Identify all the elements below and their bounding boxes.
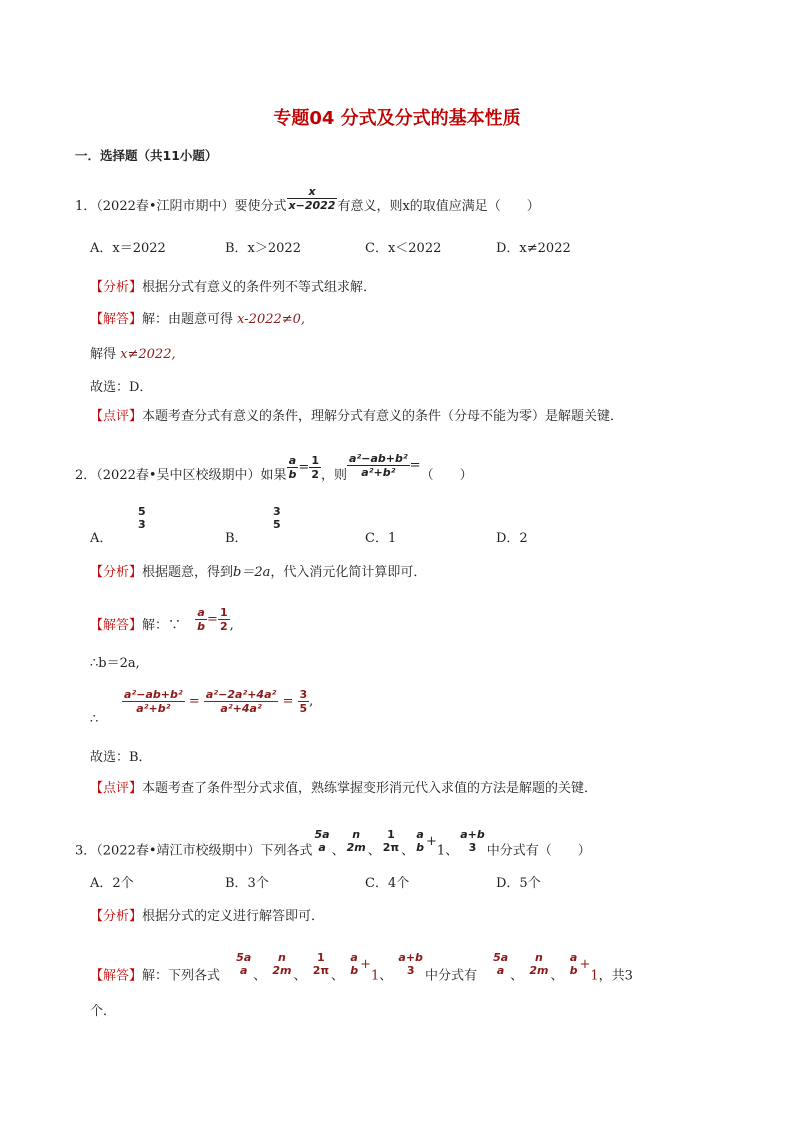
q3-ans-sep1: 、 — [253, 968, 267, 984]
q2-answer-cond — [195, 606, 207, 633]
q3-ans-f1-den: a — [239, 964, 248, 978]
q3-ans-plus1: + — [360, 956, 371, 972]
q3-ans-sep3: 、 — [331, 968, 345, 984]
answer-tag: 【解答】 — [90, 312, 143, 327]
q3-option-a[interactable]: A．2个 — [90, 876, 134, 891]
q3-ans-f4-num: a — [350, 951, 358, 964]
q2-cond-rhs — [309, 454, 321, 481]
q2-cond-den: b — [288, 468, 297, 482]
analysis-tag: 【分析】 — [90, 565, 143, 580]
q3-ans-f2-num: n — [278, 951, 286, 964]
q2-suffix: （ ） — [420, 468, 473, 484]
q3-f4 — [414, 828, 426, 854]
q1-suffix: 有意义，则x的取值应满足（ ） — [337, 199, 540, 215]
q2-optB-den: 5 — [273, 518, 281, 532]
q1-solve-prefix: 解得 — [90, 347, 117, 362]
q1-prefix: 1．（2022春•江阴市期中）要使分式 — [75, 199, 287, 215]
q2-step3-num: 3 — [299, 688, 308, 701]
section-heading: 一．选择题（共11小题） — [75, 148, 218, 163]
q3-f5-num: a+b — [460, 828, 485, 841]
q2-step3 — [298, 688, 310, 715]
q3-ans-f1 — [234, 951, 253, 977]
q2-line2: ∴b＝2a, — [90, 656, 140, 671]
analysis-tag: 【分析】 — [90, 280, 143, 295]
q2-step2-den: a²+4a² — [220, 702, 262, 716]
q3-f3-den: 2π — [382, 841, 400, 855]
q1-fraction — [287, 185, 338, 212]
q3-res-f4-den: b — [569, 964, 578, 978]
q3-res-f1-num: 5a — [493, 951, 509, 964]
q1-frac-den: x−2022 — [288, 199, 336, 213]
q3-f1 — [313, 828, 332, 854]
q2-ans-comma: , — [229, 618, 234, 634]
q3-ans-f4-den: b — [350, 964, 359, 978]
q2-steps — [122, 688, 313, 715]
q2-step-eq2: = — [282, 694, 294, 710]
q3-f3 — [381, 828, 401, 854]
q3-res-f4 — [568, 951, 580, 977]
q2-comment — [90, 777, 597, 796]
q3-ans-f5 — [396, 951, 425, 977]
q1-option-c[interactable]: C．x＜2022 — [365, 241, 442, 256]
q1-answer — [90, 308, 305, 327]
q3-ans-sep2: 、 — [293, 968, 307, 984]
q2-analysis — [90, 561, 426, 580]
q3-ans-f2-den: 2m — [272, 964, 292, 978]
q1-answer-expr: x-2022≠0, — [237, 312, 306, 327]
q3-res-f2-den: 2m — [529, 964, 549, 978]
q3-suffix: 中分式有（ ） — [486, 843, 591, 859]
q2-answer — [90, 606, 234, 639]
q2-analysis-pre: 根据题意，得到 — [142, 565, 234, 580]
q3-analysis — [90, 905, 324, 924]
q2-optA-den: 3 — [138, 518, 146, 532]
q1-solve-expr: x≠2022, — [120, 347, 176, 362]
q3-ans-f5-den: 3 — [406, 964, 415, 978]
q2-expr-eq: = — [409, 458, 421, 474]
q3-analysis-text: 根据分式的定义进行解答即可． — [142, 909, 325, 924]
answer-tag: 【解答】 — [90, 618, 143, 634]
q2-analysis-post: ，代入消元化简计算即可． — [270, 565, 427, 580]
q2-optA-num: 5 — [138, 505, 146, 518]
q3-res-f2-num: n — [534, 951, 543, 964]
q2-step-eq1: = — [188, 694, 200, 710]
page-title: 专题04 分式及分式的基本性质 — [273, 108, 521, 129]
q2-comment-text: 本题考查了条件型分式求值，熟练掌握变形消元代入求值的方法是解题的关键． — [142, 781, 598, 796]
q3-ans-f4 — [348, 951, 360, 977]
q2-step1 — [122, 688, 185, 715]
q2-option-a-value — [136, 505, 148, 531]
q2-ans-rden: 2 — [219, 620, 228, 634]
q3-ans-f5-num: a+b — [398, 951, 423, 964]
q3-plus: + — [426, 833, 437, 849]
q3-one: 1 — [436, 843, 446, 859]
q3-f2-num: n — [352, 828, 361, 841]
q2-optB-num: 3 — [273, 505, 281, 518]
q2-therefore: ∴ — [90, 712, 99, 727]
q2-option-d[interactable]: D．2 — [496, 531, 528, 546]
q3-f5 — [458, 828, 487, 854]
q2-step2 — [204, 688, 278, 715]
q3-res-f2 — [527, 951, 550, 977]
q1-options — [90, 237, 710, 255]
q3-ans-one1: 1 — [370, 968, 380, 984]
q2-option-b-label[interactable]: B． — [225, 531, 248, 546]
q1-analysis-text: 根据分式有意义的条件列不等式组求解． — [142, 280, 377, 295]
q1-solve — [90, 343, 176, 362]
q2-step2-num: a²−2a²+4a² — [205, 688, 277, 701]
q3-f4-den: b — [416, 841, 425, 855]
comment-tag: 【点评】 — [90, 409, 143, 424]
q3-f2-den: 2m — [346, 841, 366, 855]
analysis-tag: 【分析】 — [90, 909, 143, 924]
q3-answer — [90, 951, 633, 989]
q3-ans-f1-num: 5a — [236, 951, 252, 964]
q2-prefix: 2．（2022春•吴中区校级期中）如果 — [75, 468, 287, 484]
q2-option-a-label[interactable]: A． — [90, 531, 113, 546]
q1-comment — [90, 405, 623, 424]
q1-option-d[interactable]: D．x≠2022 — [496, 241, 571, 256]
q3-sep3: 、 — [401, 843, 415, 859]
q2-ans-rnum: 1 — [219, 606, 228, 619]
q1-analysis — [90, 276, 376, 295]
q3-prefix: 3．（2022春•靖江市校级期中）下列各式 — [75, 843, 313, 859]
q3-res-f4-num: a — [569, 951, 578, 964]
q3-option-b[interactable]: B．3个 — [225, 876, 269, 891]
q2-expr-den: a²+b² — [361, 466, 396, 480]
q3-option-d[interactable]: D．5个 — [496, 876, 541, 891]
q2-analysis-expr: b＝2a — [233, 565, 271, 580]
q2-cond-eq: = — [298, 460, 310, 476]
q1-answer-head: 解：由题意可得 — [142, 312, 234, 327]
q3-answer-tail: ，共3 — [598, 968, 633, 984]
q3-ans-f3-den: 2π — [312, 964, 330, 978]
q2-choice: 故选：B． — [90, 750, 152, 765]
q2-ans-cond-num: a — [195, 606, 207, 620]
q2-step3-den: 5 — [299, 702, 308, 716]
q3-option-c[interactable]: C．4个 — [365, 876, 410, 891]
q3-sep1: 、 — [331, 843, 345, 859]
q2-option-c[interactable]: C．1 — [365, 531, 397, 546]
comment-tag: 【点评】 — [90, 781, 143, 796]
q3-ans-sep4: 、 — [379, 968, 393, 984]
answer-tag: 【解答】 — [90, 968, 143, 984]
q3-f3-num: 1 — [387, 828, 395, 841]
q2-options — [90, 505, 710, 545]
q1-frac-num: x — [287, 185, 338, 199]
q3-options — [90, 872, 710, 890]
q3-f4-num: a — [416, 828, 424, 841]
q1-stem — [75, 185, 540, 220]
q2-cond-rnum: 1 — [311, 454, 319, 467]
q2-cond-num: a — [287, 454, 299, 468]
q2-option-b-value — [271, 505, 283, 531]
q3-res-one: 1 — [590, 968, 599, 984]
q3-sep4: 、 — [445, 843, 459, 859]
q3-res-f1 — [491, 951, 510, 977]
q2-step1-num: a²−ab+b² — [124, 688, 183, 701]
q3-res-plus: + — [579, 956, 591, 972]
q3-ans-f2 — [270, 951, 293, 977]
q2-cond-fraction — [287, 454, 299, 481]
q3-res-sep1: 、 — [510, 968, 524, 984]
q2-cond-rden: 2 — [311, 468, 319, 482]
q2-step-comma: , — [309, 694, 314, 710]
q3-f1-num: 5a — [314, 828, 330, 841]
q2-answer-head: 解：∵ — [142, 618, 182, 634]
q3-f5-den: 3 — [468, 841, 477, 855]
q3-answer-end: 个． — [90, 1004, 117, 1019]
q2-expr-fraction — [347, 452, 410, 479]
q3-sep2: 、 — [367, 843, 381, 859]
q1-comment-text: 本题考查分式有意义的条件，理解分式有意义的条件（分母不能为零）是解题关键． — [142, 409, 624, 424]
q3-stem — [75, 828, 591, 864]
q3-res-f1-den: a — [496, 964, 505, 978]
q3-ans-f3-num: 1 — [317, 951, 325, 964]
q1-option-b[interactable]: B．x＞2022 — [225, 241, 301, 256]
q2-ans-cond-den: b — [197, 620, 206, 634]
q3-f1-den: a — [318, 841, 326, 855]
q3-answer-head: 解：下列各式 — [142, 968, 221, 984]
q2-stem — [75, 452, 473, 489]
q3-answer-mid: 中分式有 — [424, 968, 477, 984]
q2-answer-rhs — [218, 606, 230, 633]
q1-option-a[interactable]: A．x＝2022 — [90, 241, 166, 256]
q2-expr-num: a²−ab+b² — [348, 452, 408, 465]
q1-choice: 故选：D． — [90, 380, 153, 395]
q3-ans-f3 — [311, 951, 331, 977]
q3-res-sep2: 、 — [550, 968, 564, 984]
q2-step1-den: a²+b² — [136, 702, 171, 716]
q3-f2 — [345, 828, 368, 854]
q2-mid: ，则 — [320, 468, 347, 484]
q2-ans-eq: = — [207, 612, 218, 628]
